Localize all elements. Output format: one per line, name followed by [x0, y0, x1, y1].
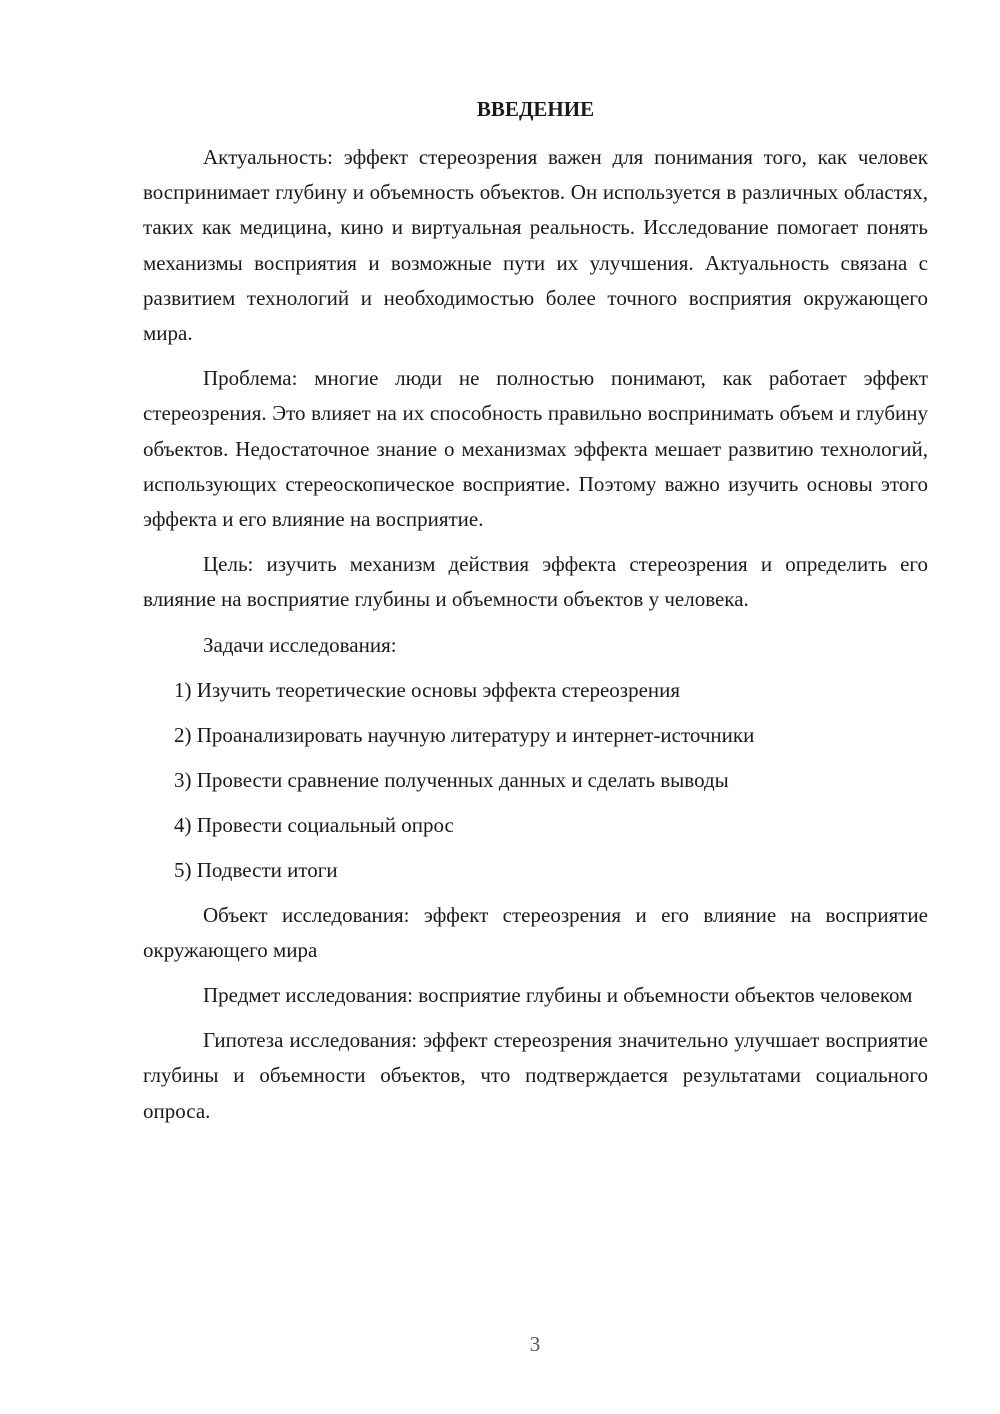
page-number: 3: [529, 1332, 541, 1356]
task-item: 1) Изучить теоретические основы эффекта стереозрения: [174, 677, 681, 702]
problem-paragraph: Проблема: многие люди не полностью понимают, как работает эффект стереозрения. Это влияет на их способность правильно воспринимать объем и глубину объектов. Недостаточное знание о механизмах эффекта мешает развитию технологий, использующих стереоскопическое восприятие. Поэтому важно изучить основы этого эффекта и его влияние на восприятие.: [143, 366, 928, 532]
hypothesis-paragraph: Гипотеза исследования: эффект стереозрения значительно улучшает восприятие глубины и объемности объектов, что подтверждается результатами социального опроса.: [143, 1028, 928, 1123]
relevance-paragraph: Актуальность: эффект стереозрения важен для понимания того, как человек воспринимает глубину и объемность объектов. Он используется в различных областях, таких как медицина, кино и виртуальная реальность. Исследование помогает понять механизмы восприятия и возможные пути их улучшения. Актуальность связана с развитием технологий и необходимостью более точного восприятия окружающего мира.: [143, 145, 928, 346]
task-item: 2) Проанализировать научную литературу и интернет-источники: [174, 722, 755, 747]
document-page: [143, 92, 928, 1139]
object-paragraph: Объект исследования: эффект стереозрения и его влияние на восприятие окружающего мира: [143, 902, 928, 962]
goal-paragraph: Цель: изучить механизм действия эффекта стереозрения и определить его влияние на восприятие глубины и объемности объектов у человека.: [143, 552, 928, 612]
tasks-heading: Задачи исследования:: [203, 632, 397, 657]
section-title: ВВЕДЕНИЕ: [476, 97, 595, 121]
task-item: 3) Провести сравнение полученных данных и сделать выводы: [174, 767, 729, 792]
task-item: 4) Провести социальный опрос: [174, 812, 454, 837]
subject-paragraph: Предмет исследования: восприятие глубины и объемности объектов человеком: [203, 983, 913, 1008]
task-item: 5) Подвести итоги: [174, 857, 338, 882]
